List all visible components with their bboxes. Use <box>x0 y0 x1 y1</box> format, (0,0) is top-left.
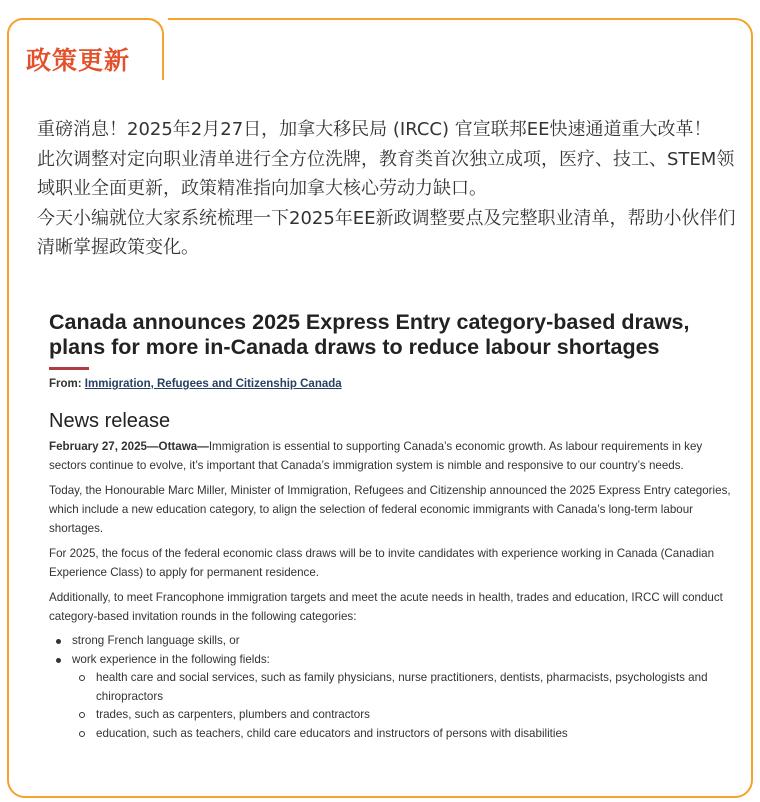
article-paragraph-4: Additionally, to meet Francophone immigration targets and meet the acute needs in health, trades and education, IRCC will conduct category-based invitation rounds in the following categories: <box>49 591 723 623</box>
intro-paragraph: 重磅消息！2025年2月27日，加拿大移民局 (IRCC) 官宣联邦EE快速通道重大改革！ <box>37 119 712 140</box>
article-paragraph-1: February 27, 2025—Ottawa—Immigration is essential to supporting Canada’s economic growth. As labour requirements in key sectors continue to evolve, it’s important that Canada’s immigration system is nimble and responsive to our country’s needs. <box>49 440 703 472</box>
field-sublist <box>72 669 739 743</box>
sub-list-item: trades, such as carpenters, plumbers and contractors <box>72 706 739 725</box>
from-label: From: <box>49 378 82 390</box>
intro-paragraph: 此次调整对定向职业清单进行全方位洗牌，教育类首次独立成项，医疗、技工、STEM领域职业全面更新，政策精准指向加拿大核心劳动力缺口。 <box>37 148 735 199</box>
sub-list-item: education, such as teachers, child care educators and instructors of persons with disabilities <box>72 725 739 744</box>
article-paragraph-2: Today, the Honourable Marc Miller, Minister of Immigration, Refugees and Citizenship announced the 2025 Express Entry categories, which include a new education category, to align the selection of federal economic immigrants with Canada’s long-term labour shortages. <box>49 484 731 535</box>
section-tab-title: 政策更新 <box>26 46 131 75</box>
sub-list-item: health care and social services, such as family physicians, nurse practitioners, dentists, pharmacists, psychologists and chiropractors <box>72 669 739 706</box>
list-item: work experience in the following fields: health care and social services, such as family physicians, nurse practitioners, dentists, pharmacists, psychologists and chiropractors trades, such as carpenters, plumbers and contractors education, such as teachers, child care educators and instructors of persons with disabilities <box>49 651 739 744</box>
news-screenshot <box>49 310 739 743</box>
intro-paragraph: 今天小编就位大家系统梳理一下2025年EE新政调整要点及完整职业清单，帮助小伙伴们清晰掌握政策变化。 <box>37 207 736 258</box>
article-source <box>49 378 739 390</box>
article-headline: Canada announces 2025 Express Entry category-based draws, plans for more in-Canada draws to reduce labour shortages <box>49 310 690 359</box>
headline-underline <box>49 367 89 370</box>
list-item: strong French language skills, or <box>49 632 739 651</box>
source-link[interactable]: Immigration, Refugees and Citizenship Canada <box>84 378 342 390</box>
dateline: February 27, 2025—Ottawa— <box>49 440 209 453</box>
intro-text <box>37 115 737 263</box>
news-release-title: News release <box>49 410 171 432</box>
article-paragraph-3: For 2025, the focus of the federal economic class draws will be to invite candidates with experience working in Canada (Canadian Experience Class) to apply for permanent residence. <box>49 547 715 579</box>
category-list <box>49 632 739 743</box>
